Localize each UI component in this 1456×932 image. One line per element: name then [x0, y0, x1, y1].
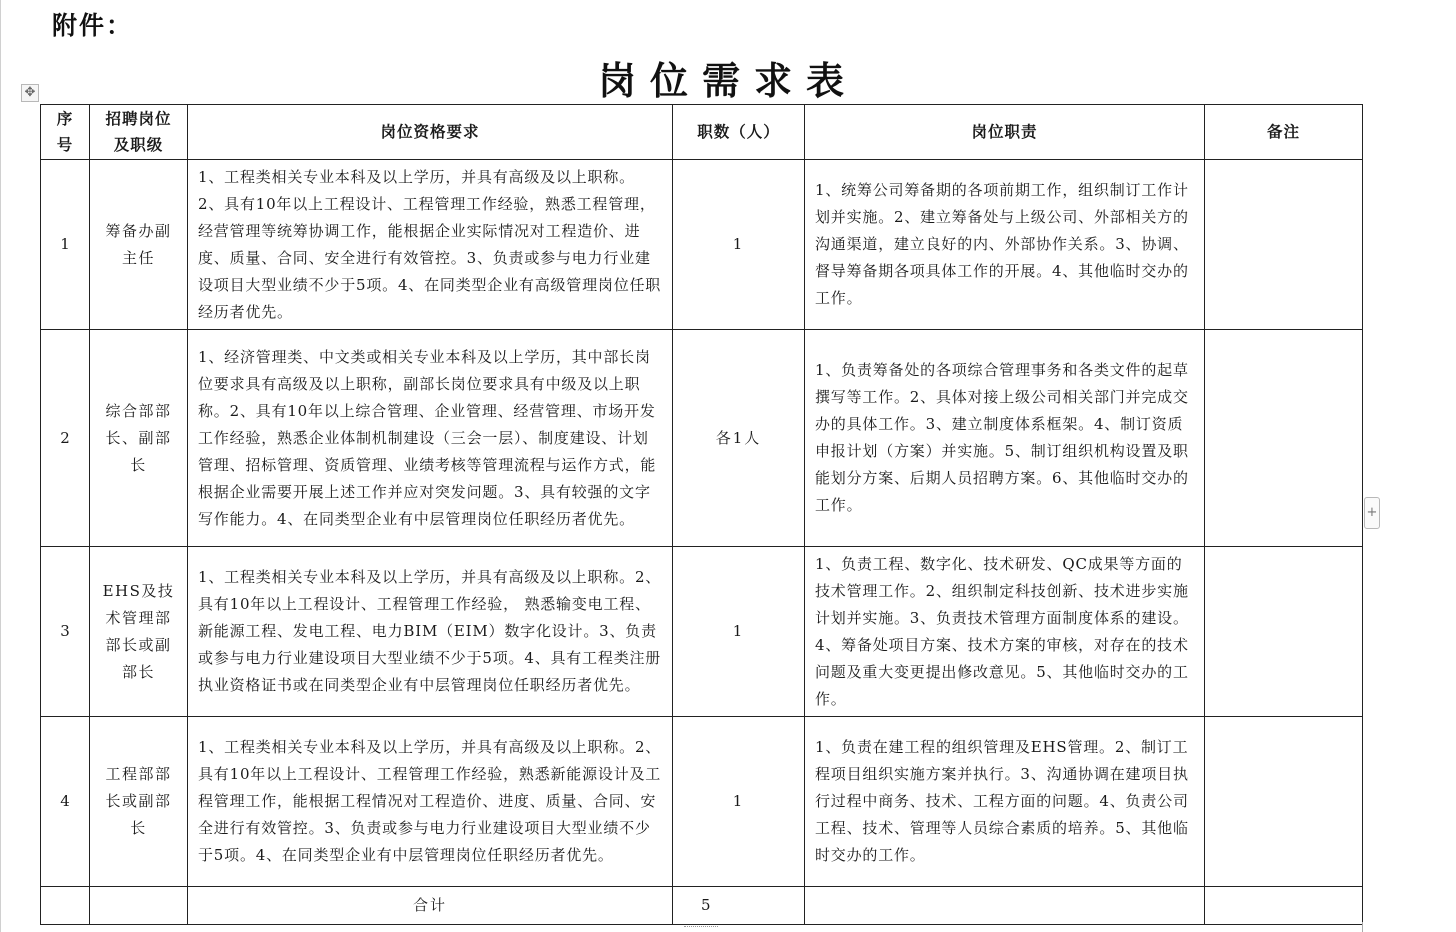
row-count: 各1人: [673, 330, 805, 547]
row-position: EHS及技术管理部部长或副部长: [90, 547, 188, 717]
table-row: [41, 160, 1363, 330]
add-column-plus-icon[interactable]: +: [1364, 497, 1380, 529]
row-position: 工程部部长或副部长: [90, 717, 188, 887]
total-row: [41, 887, 1363, 925]
total-value: 5: [673, 887, 805, 925]
header-qualification: 岗位资格要求: [188, 105, 673, 160]
table-row: [41, 547, 1363, 717]
row-seq: 4: [41, 717, 90, 887]
attachment-label: 附件：: [52, 11, 134, 40]
total-duty-empty: [805, 887, 1205, 925]
table-row: [41, 717, 1363, 887]
row-qualification: 1、经济管理类、中文类或相关专业本科及以上学历，其中部长岗位要求具有高级及以上职称，副部长岗位要求具有中级及以上职称。2、具有10年以上综合管理、企业管理、经营管理、市场开发工作经验，熟悉企业体制机制建设（三会一层）、制度建设、计划管理、招标管理、资质管理、业绩考核等管理流程与运作方式，能根据企业需要开展上述工作并应对突发问题。3、具有较强的文字写作能力。4、在同类型企业有中层管理岗位任职经历者优先。: [188, 330, 673, 547]
total-position-empty: [90, 887, 188, 925]
table-header-row: [41, 105, 1363, 160]
row-count: 1: [673, 717, 805, 887]
row-seq: 2: [41, 330, 90, 547]
total-seq-empty: [41, 887, 90, 925]
row-count: 1: [673, 160, 805, 330]
total-remark-empty: [1205, 887, 1363, 925]
row-remark: [1205, 330, 1363, 547]
row-seq: 1: [41, 160, 90, 330]
row-qualification: 1、工程类相关专业本科及以上学历，并具有高级及以上职称。2、具有10年以上工程设计、工程管理工作经验，熟悉新能源设计及工程管理工作，能根据工程情况对工程造价、进度、质量、合同、安全进行有效管控。3、负责或参与电力行业建设项目大型业绩不少于5项。4、在同类型企业有中层管理岗位任职经历者优先。: [188, 717, 673, 887]
table-row: [41, 330, 1363, 547]
row-duty: 1、负责工程、数字化、技术研发、QC成果等方面的技术管理工作。2、组织制定科技创新、技术进步实施计划并实施。3、负责技术管理方面制度体系的建设。4、筹备处项目方案、技术方案的审核，对存在的技术问题及重大变更提出修改意见。5、其他临时交办的工作。: [805, 547, 1205, 717]
table-move-handle-icon[interactable]: ✥: [21, 84, 39, 102]
row-duty: 1、统筹公司筹备期的各项前期工作，组织制订工作计划并实施。2、建立筹备处与上级公司、外部相关方的沟通渠道，建立良好的内、外部协作关系。3、协调、督导筹备期各项具体工作的开展。4、其他临时交办的工作。: [805, 160, 1205, 330]
row-qualification: 1、工程类相关专业本科及以上学历，并具有高级及以上职称。 2、具有10年以上工程设计、工程管理工作经验，熟悉工程管理，经营管理等统筹协调工作，能根据企业实际情况对工程造价、进度、质量、合同、安全进行有效管控。3、负责或参与电力行业建设项目大型业绩不少于5项。4、在同类型企业有高级管理岗位任职经历者优先。: [188, 160, 673, 330]
row-duty: 1、负责在建工程的组织管理及EHS管理。2、制订工程项目组织实施方案并执行。3、沟通协调在建项目执行过程中商务、技术、工程方面的问题。4、负责公司工程、技术、管理等人员综合素质的培养。5、其他临时交办的工作。: [805, 717, 1205, 887]
page-edge: [0, 0, 1, 932]
header-remark: 备注: [1205, 105, 1363, 160]
table-resize-corner[interactable]: [1362, 922, 1373, 932]
resize-grip[interactable]: [684, 926, 718, 931]
position-requirements-table: [40, 104, 1363, 925]
header-seq: 序号: [41, 105, 90, 160]
document-title: 岗位需求表: [597, 58, 858, 103]
total-label: 合计: [188, 887, 673, 925]
row-remark: [1205, 160, 1363, 330]
row-position: 综合部部长、副部长: [90, 330, 188, 547]
row-remark: [1205, 717, 1363, 887]
header-position: 招聘岗位及职级: [90, 105, 188, 160]
row-position: 筹备办副主任: [90, 160, 188, 330]
header-count: 职数（人）: [673, 105, 805, 160]
row-remark: [1205, 547, 1363, 717]
row-seq: 3: [41, 547, 90, 717]
row-duty: 1、负责筹备处的各项综合管理事务和各类文件的起草撰写等工作。2、具体对接上级公司相关部门并完成交办的具体工作。3、建立制度体系框架。4、制订资质申报计划（方案）并实施。5、制订组织机构设置及职能划分方案、后期人员招聘方案。6、其他临时交办的工作。: [805, 330, 1205, 547]
header-duty: 岗位职责: [805, 105, 1205, 160]
row-count: 1: [673, 547, 805, 717]
row-qualification: 1、工程类相关专业本科及以上学历，并具有高级及以上职称。2、具有10年以上工程设计、工程管理工作经验， 熟悉输变电工程、新能源工程、发电工程、电力BIM（EIM）数字化设计。3、负责或参与电力行业建设项目大型业绩不少于5项。4、具有工程类注册执业资格证书或在同类型企业有中层管理岗位任职经历者优先。: [188, 547, 673, 717]
